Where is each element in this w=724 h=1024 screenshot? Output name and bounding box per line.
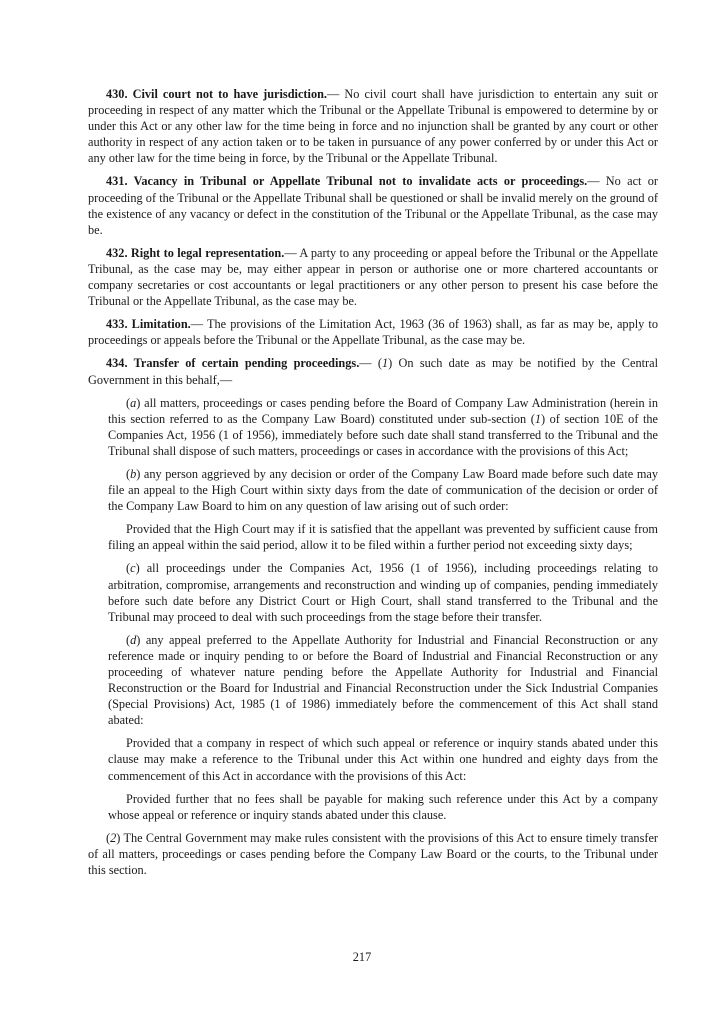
subsection-number: 2 bbox=[110, 830, 117, 845]
section-text: — The provisions of the Limitation Act, 1963 (36 of 1963) shall, as far as may be, apply to proceedings or appeals before the Tribunal or the Appellate Tribunal, as the case may be. bbox=[88, 317, 658, 348]
subsection-ref: 1 bbox=[534, 411, 541, 426]
section-heading: 434. Transfer of certain pending proceedings. bbox=[106, 356, 360, 371]
document-body bbox=[88, 86, 658, 885]
section-431 bbox=[88, 173, 658, 237]
clause-text: ) any appeal preferred to the Appellate Authority for Industrial and Financial Reconstruction or any reference made or inquiry pending to or before the Board of Industrial and Financial Reconstruction or any proceeding of whatever nature pending before the Appellate Authority for Industrial and Financial Reconstruction or the Board for Industrial and Financial Reconstruction under the Sick Industrial Companies (Special Provisions) Act, 1985 (1 of 1986) immediately before the commencement of this Act shall stand abated: bbox=[108, 632, 658, 728]
section-434 bbox=[88, 355, 658, 387]
section-text: — No act or proceeding of the Tribunal or the Appellate Tribunal shall be questioned or shall be invalid merely on the ground of the existence of any vacancy or defect in the constitution of the Tribunal or the Appellate Tribunal, as the case may be. bbox=[88, 174, 658, 237]
clause-text: ) all proceedings under the Companies Act, 1956 (1 of 1956), including proceedings relating to arbitration, compromise, arrangements and reconstruction and winding up of companies, pending immediately before such date before any District Court or High Court, shall stand transferred to the Tribunal and the Tribunal may proceed to deal with such proceedings from the stage before their transfer. bbox=[108, 561, 658, 624]
proviso-b: Provided that the High Court may if it is satisfied that the appellant was prevented by sufficient cause from filing an appeal within the said period, allow it to be filed within a further period not exceeding sixty days; bbox=[108, 522, 658, 553]
section-heading: 430. Civil court not to have jurisdiction. bbox=[106, 87, 328, 101]
clause-label: d bbox=[130, 632, 137, 647]
section-text: — ( bbox=[359, 356, 382, 371]
clause-text: ) of section 10E of the Companies Act, 1956 (1 of 1956), immediately before such date shall stand transferred to the Tribunal and the Tribunal shall dispose of such matters, proceedings or cases in accordance with the provisions of this Act; bbox=[108, 411, 658, 458]
section-430 bbox=[88, 86, 658, 166]
section-432 bbox=[88, 245, 658, 309]
subsection-text: ) The Central Government may make rules consistent with the provisions of this Act to ensure timely transfer of all matters, proceedings or cases pending before the Company Law Board or the courts, to the Tribunal under this section. bbox=[88, 830, 658, 878]
proviso-d1: Provided that a company in respect of which such appeal or reference or inquiry stands abated under this clause may make a reference to the Tribunal under this Act within one hundred and eighty days from the commencement of this Act in accordance with the provisions of this Act: bbox=[108, 736, 658, 783]
section-heading: 431. Vacancy in Tribunal or Appellate Tribunal not to invalidate acts or proceedings. bbox=[106, 174, 588, 189]
clause-text: ) any person aggrieved by any decision or order of the Company Law Board made before such date may file an appeal to the High Court within sixty days from the date of communication of the decision or order of the Company Law Board to him on any question of law arising out of such order: bbox=[108, 466, 658, 514]
clause-text: ) all matters, proceedings or cases pending before the Board of Company Law Administration (herein in this section referred to as the Company Law Board) constituted under sub-section ( bbox=[108, 395, 658, 426]
section-433 bbox=[88, 316, 658, 348]
section-text: ) On such date as may be notified by the Central Government in this behalf,— bbox=[88, 356, 659, 387]
subsection-number: 1 bbox=[381, 356, 389, 371]
clause-open: ( bbox=[126, 561, 131, 576]
clause-label: a bbox=[130, 395, 137, 410]
clause-c bbox=[108, 560, 658, 624]
clause-b bbox=[108, 466, 658, 514]
clause-label: b bbox=[130, 466, 137, 481]
subsection-open: ( bbox=[106, 830, 111, 845]
section-text: — A party to any proceeding or appeal before the Tribunal or the Appellate Tribunal, as the case may be, may either appear in person or authorise one or more chartered accountants or company secretaries or cost accountants or legal practitioners or any other person to present his case before the Tribunal or the Appellate Tribunal, as the case may be. bbox=[88, 245, 658, 309]
clause-open: ( bbox=[126, 395, 131, 410]
subsection-2 bbox=[88, 830, 658, 878]
clause-open: ( bbox=[126, 466, 131, 481]
proviso-d2: Provided further that no fees shall be payable for making such reference under this Act by a company whose appeal or reference or inquiry stands abated under this clause. bbox=[108, 791, 658, 822]
clause-d bbox=[108, 632, 658, 729]
clause-open: ( bbox=[126, 632, 131, 647]
clause-a bbox=[108, 395, 658, 459]
section-heading: 432. Right to legal representation. bbox=[106, 245, 285, 260]
section-heading: 433. Limitation. bbox=[106, 317, 191, 332]
section-text: — No civil court shall have jurisdiction to entertain any suit or proceeding in respect of any matter which the Tribunal or the Appellate Tribunal is empowered to determine by or under this Act or any other law for the time being in force and no injunction shall be granted by any court or other authority in respect of any action taken or to be taken in pursuance of any power conferred by or under this Act or any other law for the time being in force, by the Tribunal or the Appellate Tribunal. bbox=[88, 87, 659, 166]
page-number: 217 bbox=[352, 950, 372, 964]
clause-label: c bbox=[130, 561, 136, 576]
